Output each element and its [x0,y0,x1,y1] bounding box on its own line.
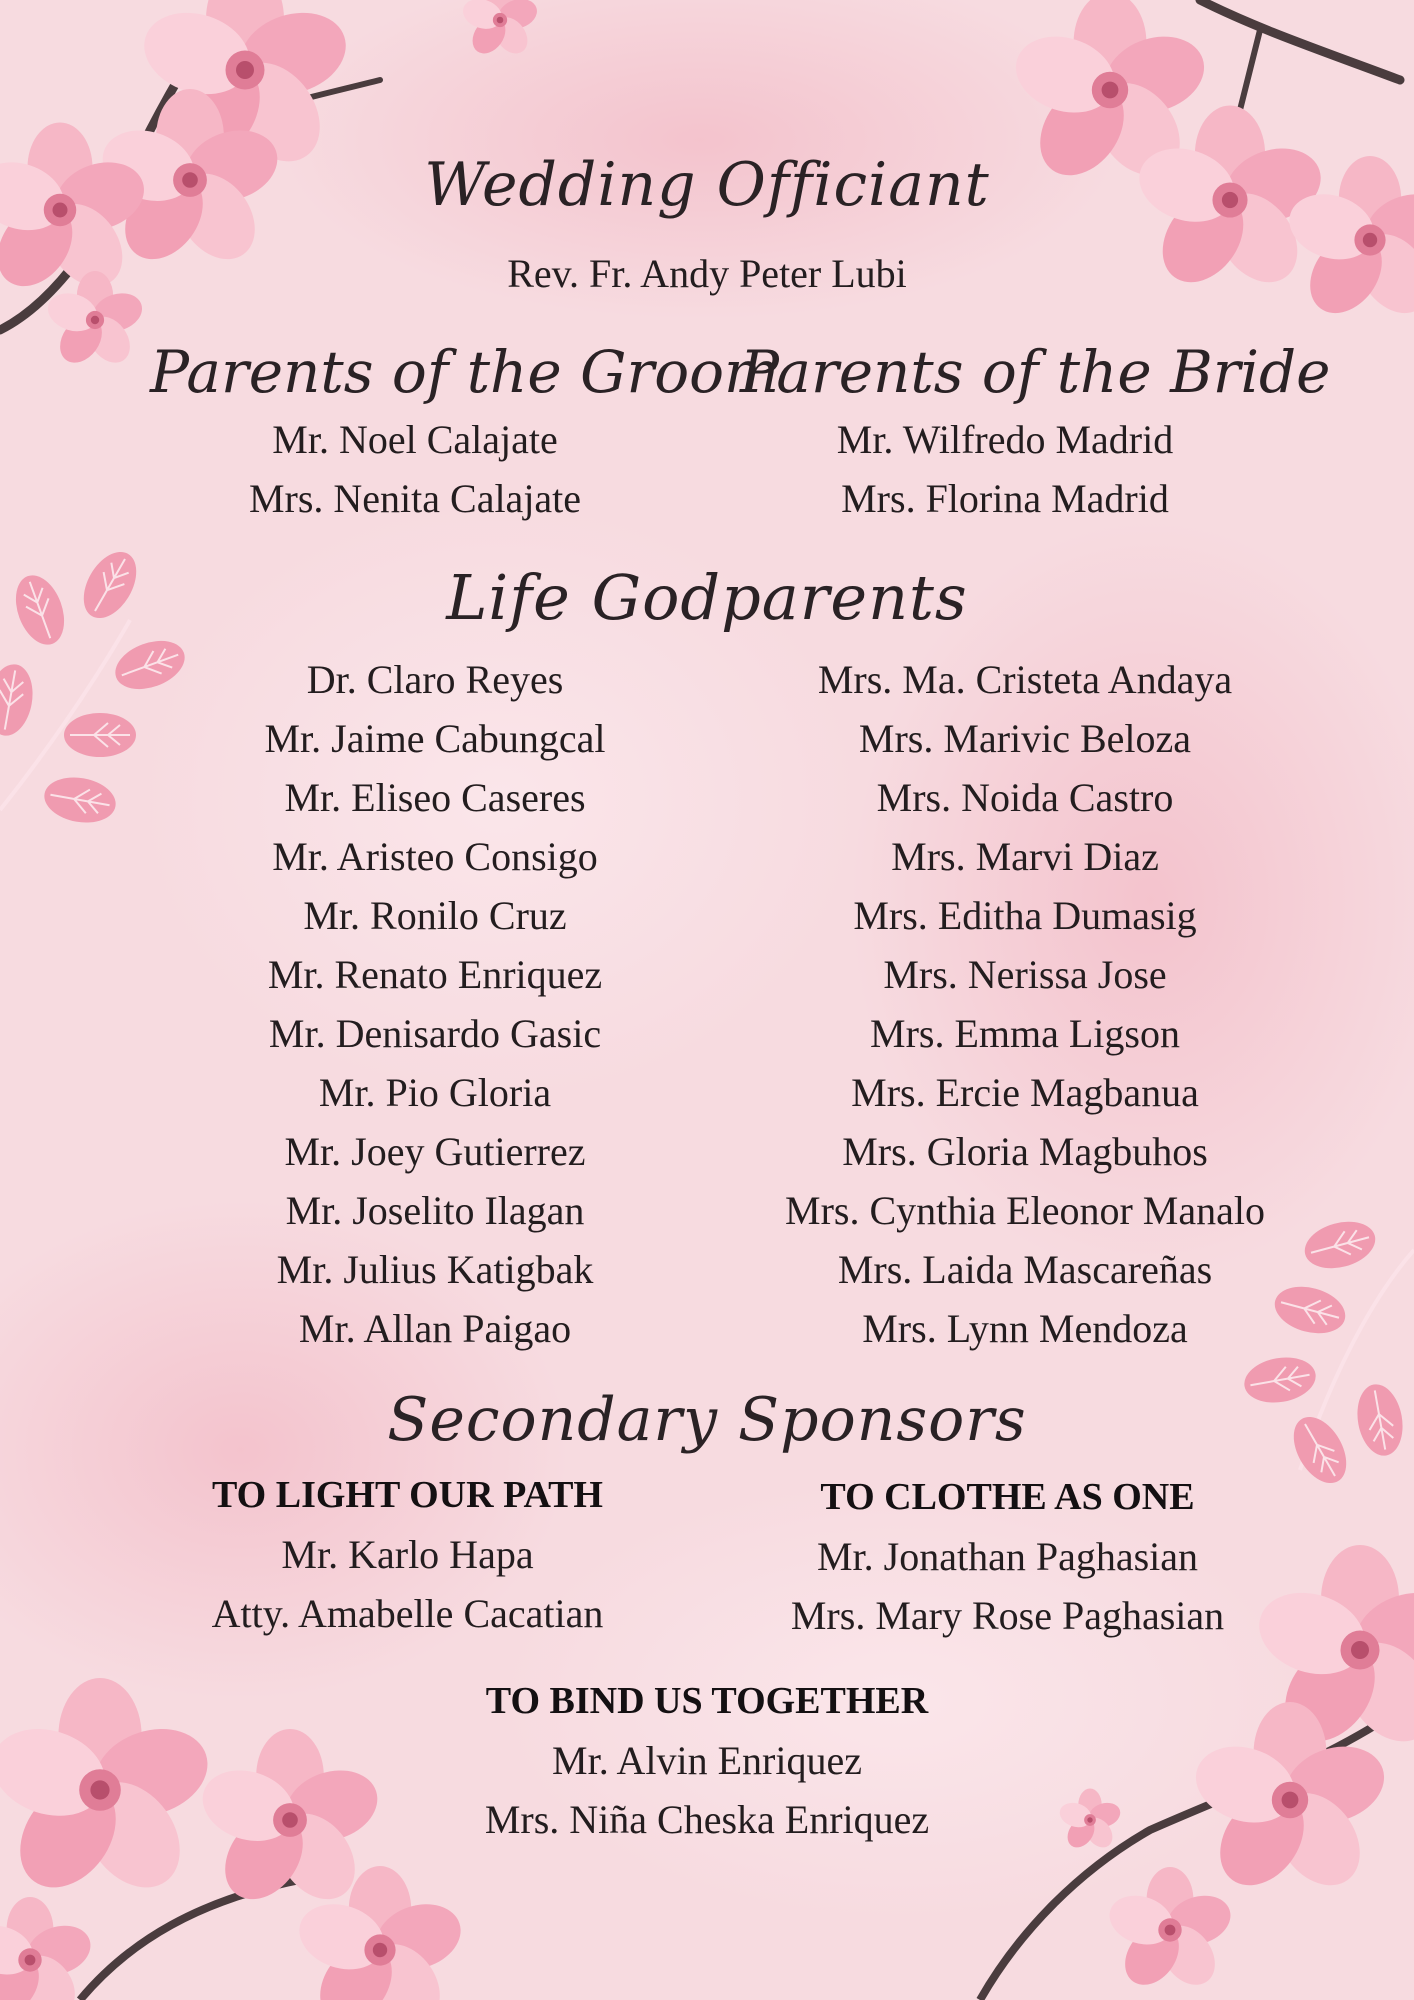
bind-us-together-section [400,1672,1014,1849]
bind-us-together-heading: TO BIND US TOGETHER [485,1680,929,1722]
godparent-right-6: Mrs. Nerissa Jose [883,952,1167,997]
clothe-sponsor-2: Mrs. Mary Rose Paghasian [790,1593,1225,1638]
godparent-left-9: Mr. Joey Gutierrez [284,1129,586,1174]
godparents-right-list [740,650,1310,1358]
godparent-right-5: Mrs. Editha Dumasig [853,893,1197,938]
godparents-left-list [230,650,640,1358]
bride-parents-title: Parents of the Bride [740,338,1331,406]
clothe-as-one-section [760,1468,1255,1645]
godparent-left-12: Mr. Allan Paigao [298,1306,572,1351]
godparent-left-3: Mr. Eliseo Caseres [284,775,586,820]
godparent-right-4: Mrs. Marvi Diaz [891,834,1159,879]
godparent-left-11: Mr. Julius Katigbak [276,1247,594,1292]
groom-mother: Mrs. Nenita Calajate [248,476,582,521]
godparent-left-2: Mr. Jaime Cabungcal [264,716,606,761]
godparent-left-8: Mr. Pio Gloria [318,1070,552,1115]
bride-father: Mr. Wilfredo Madrid [836,417,1174,462]
godparent-right-9: Mrs. Gloria Magbuhos [842,1129,1208,1174]
bind-sponsor-1: Mr. Alvin Enriquez [552,1738,862,1783]
godparent-left-7: Mr. Denisardo Gasic [268,1011,602,1056]
secondary-sponsors-title: Secondary Sponsors [387,1385,1027,1455]
godparent-right-11: Mrs. Laida Mascareñas [837,1247,1213,1292]
godparent-right-3: Mrs. Noida Castro [876,775,1174,820]
groom-father: Mr. Noel Calajate [272,417,558,462]
clothe-sponsor-1: Mr. Jonathan Paghasian [816,1534,1199,1579]
light-our-path-section [170,1466,645,1643]
godparent-right-8: Mrs. Ercie Magbanua [851,1070,1199,1115]
godparent-left-10: Mr. Joselito Ilagan [285,1188,585,1233]
light-sponsor-2: Atty. Amabelle Cacatian [211,1591,604,1636]
godparents-title: Life Godparents [446,561,968,634]
officiant-name: Rev. Fr. Andy Peter Lubi [507,251,907,296]
godparent-left-4: Mr. Aristeo Consigo [272,834,598,879]
godparent-right-7: Mrs. Emma Ligson [870,1011,1180,1056]
godparent-right-2: Mrs. Marivic Beloza [858,716,1192,761]
godparent-right-1: Mrs. Ma. Cristeta Andaya [817,657,1233,702]
godparent-left-6: Mr. Renato Enriquez [267,952,603,997]
light-sponsor-1: Mr. Karlo Hapa [281,1532,534,1577]
godparent-left-5: Mr. Ronilo Cruz [303,893,567,938]
officiant-title: Wedding Officiant [424,150,990,220]
godparent-right-10: Mrs. Cynthia Eleonor Manalo [785,1188,1265,1233]
groom-parents-section [150,334,780,528]
groom-parents-title: Parents of the Groom [150,338,780,406]
bind-sponsor-2: Mrs. Niña Cheska Enriquez [484,1797,930,1842]
clothe-as-one-heading: TO CLOTHE AS ONE [820,1476,1195,1518]
light-our-path-heading: TO LIGHT OUR PATH [212,1474,603,1516]
godparent-left-1: Dr. Claro Reyes [306,657,564,702]
bride-parents-section [740,334,1331,528]
bride-mother: Mrs. Florina Madrid [841,476,1169,521]
godparent-right-12: Mrs. Lynn Mendoza [862,1306,1188,1351]
